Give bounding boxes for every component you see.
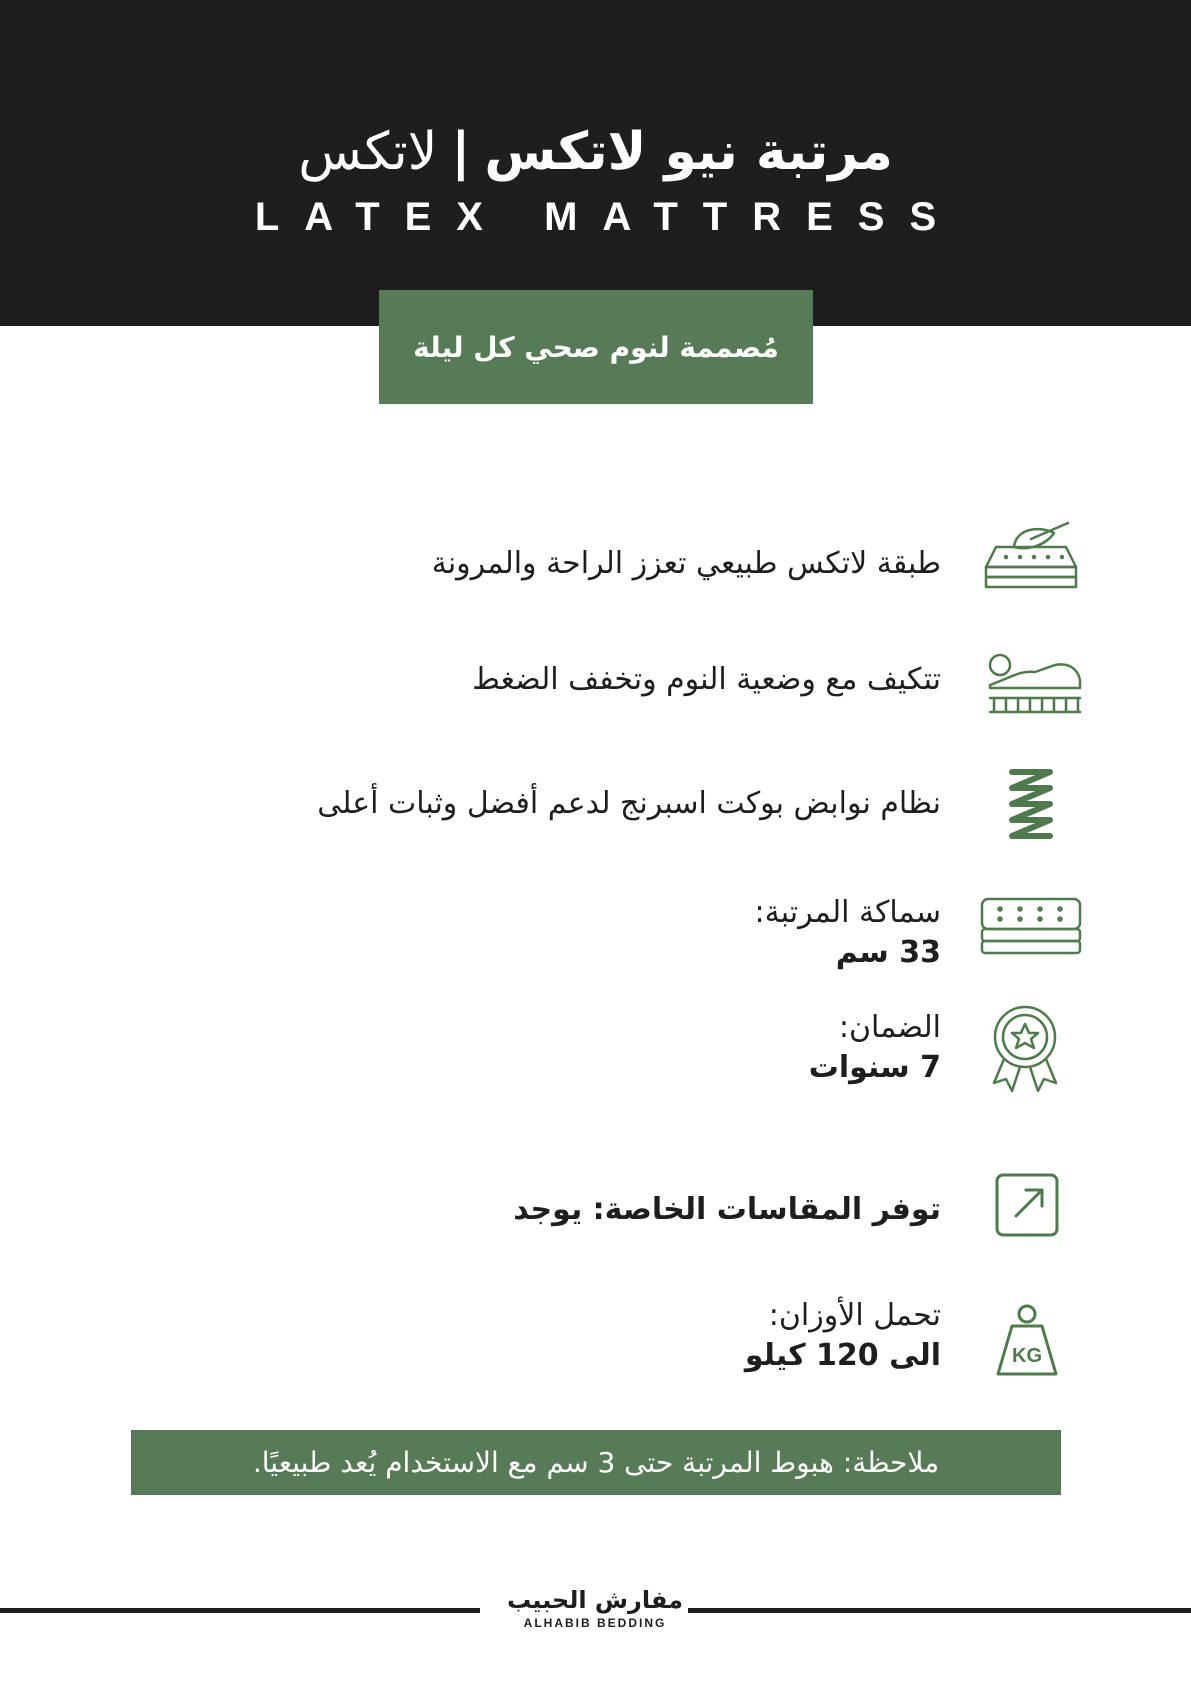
thickness-value: 33 سم <box>835 935 941 970</box>
title-light: لاتكس <box>298 122 438 182</box>
note-banner: ملاحظة: هبوط المرتبة حتى 3 سم مع الاستخدام يُعد طبيعيًا. <box>131 1430 1061 1495</box>
footer-divider-left <box>0 1608 480 1613</box>
feature-thickness <box>755 893 942 973</box>
brand-name-english: ALHABIB BEDDING <box>523 1616 667 1630</box>
mattress-thickness-icon <box>976 885 1086 975</box>
page-title <box>0 118 1191 186</box>
weight-value: الى 120 كيلو <box>744 1338 941 1373</box>
brand-name-arabic: مفارش الحبيب <box>507 1586 683 1614</box>
weight-kg-icon <box>972 1298 1082 1388</box>
brand-logo <box>495 1586 695 1630</box>
feature-latex-layer: طبقة لاتكس طبيعي تعزز الراحة والمرونة <box>431 546 941 581</box>
feature-weight-capacity <box>745 1296 941 1376</box>
feature-custom-sizes: توفر المقاسات الخاصة: يوجد <box>513 1192 941 1227</box>
header-banner <box>0 0 1191 326</box>
subtitle-english: LATEX MATTRESS <box>254 195 962 239</box>
thickness-label: سماكة المرتبة: <box>754 895 941 930</box>
leaf-mattress-icon <box>976 517 1086 607</box>
feature-warranty <box>809 1008 941 1088</box>
footer-divider-right <box>688 1608 1191 1613</box>
title-main: مرتبة نيو لاتكس <box>484 122 893 182</box>
custom-size-icon <box>972 1160 1082 1250</box>
weight-label: تحمل الأوزان: <box>768 1298 941 1333</box>
tagline-banner: مُصممة لنوم صحي كل ليلة <box>379 290 813 404</box>
spring-coil-icon <box>976 760 1086 850</box>
weight-kg-text: KG <box>1012 1345 1042 1367</box>
title-separator: | <box>451 122 471 182</box>
feature-pocket-springs: نظام نوابض بوكت اسبرنج لدعم أفضل وثبات أعلى <box>317 786 941 821</box>
warranty-label: الضمان: <box>838 1010 941 1045</box>
warranty-badge-icon <box>970 1003 1080 1093</box>
warranty-value: 7 سنوات <box>808 1050 941 1085</box>
feature-adaptive: تتكيف مع وضعية النوم وتخفف الضغط <box>472 662 941 697</box>
sleeping-person-icon <box>980 640 1090 730</box>
